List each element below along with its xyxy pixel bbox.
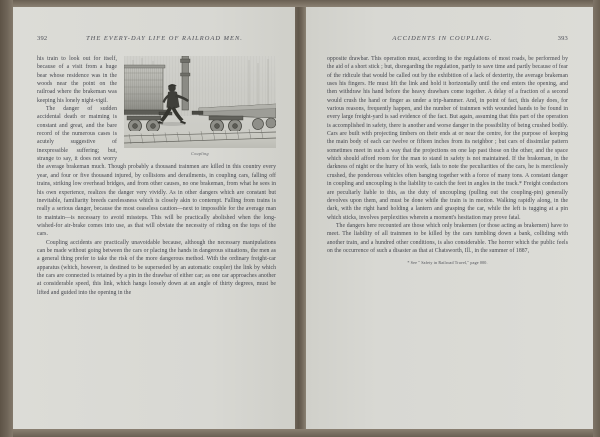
left-page (13, 7, 295, 430)
footnote: * See " Safety in Railroad Travel," page 000. (407, 260, 488, 266)
center-upright-post (181, 56, 191, 110)
scan-edge-right (593, 0, 600, 437)
left-page-head-title: THE EVERY-DAY LIFE OF RAILROAD MEN. (86, 35, 243, 42)
scan-edge-left (0, 0, 13, 437)
figure-caption: Coupling (191, 150, 209, 156)
scan-edge-bottom (0, 429, 600, 437)
paragraph: The dangers here recounted are those which only brakemen (or those acting as brakemen) have to meet. The liability of all trainmen to be killed by the cars tumbling down a bank, colliding with another train, and a hundred other conditions, is also considerable. The horror which the public feels on the occurrence of such a disaster as that at Chatsworth, Ill., in the summer of 1887, (327, 222, 568, 254)
left-page-running-head (37, 35, 276, 48)
right-page (306, 7, 593, 430)
right-page-folio: 393 (557, 35, 568, 42)
paragraph: his train to look out for itself, because of a visit from a huge bear whose residence was in the woods near the point on the railroad where the brakeman was keeping his lonely night-vigil. (37, 56, 117, 104)
paragraph: Coupling accidents are practically unavoidable because, although the necessary manipulations can be made without going between the cars or placing the hands in dangerous situations, the men as a general thing prefer to take the risk of the more dangerous method. With the ordinary freight-car apparatus (which, however, is destined to be superseded by an automatic coupler) the link by which the cars are connected is retained by a pin in the drawbar of either car; as one car approaches another at considerable speed, this link, which hangs loosely down at an angle of thirty degrees, must be lifted and guided into the opening in the (37, 239, 276, 296)
book-gutter (295, 7, 306, 430)
right-page-body (327, 55, 568, 255)
scan-edge-top (0, 0, 600, 7)
paragraph: The danger of sudden accidental death or maiming is constant and great, and the bare record of the numerous cases is acutely suggestive of inexpressible suffering; but, strange to say, it does not worry the average brakeman much. Though probably a thousand trainmen are killed in this country every year, and four or five thousand injured, by collisions and derailments, in coupling cars, falling off trains, striking low overhead bridges, and from other causes, no one brakeman, from what he sees in his own experience, realizes the danger very vividly. As in other dangers which are constant but inevitable, familiarity breeds carelessness which is closely akin to contempt. Falling from trains is really a serious danger, because the most ceaseless caution—next to impossible for the average man to maintain—is necessary to avoid missteps. This will be practically abolished when the long-wished-for air-brake comes into use, as that will obviate the necessity of riding on the tops of the cars. (37, 106, 276, 238)
left-page-body (37, 55, 276, 297)
paragraph: opposite drawbar. This operation must, according to the regulations of most roads, be performed by the aid of a short stick ; but, disregarding the regulation, partly to save time and partly because of fear of the ridicule that would be called out by the exhibition of a lack of dexterity, the average brakeman uses his fingers. He must lift the link and hold it horizontally until the end enters the opening, and then withdraw his hand before the heavy drawbars come together. A delay of a fraction of a second would crush the hand or finger as under a trip-hammer. And, in point of fact, this delay does, for various reasons, frequently happen, and the number of trainmen with wounded hands to be found in every large freight-yard is sad evidence of the fact. But again, assuming that this part of the operation is accomplished in safety, there is another and worse danger in the possibility of being crushed bodily. Cars are built with projecting timbers on their ends at or near the centre, for the purpose of keeping the main body of each car twelve or fifteen inches from its neighbor ; but cars of dissimilar pattern sometimes meet in such a way that the projections on one lap past those on the other, and the space which should afford room for the man to stand in safety is not maintained. If the brakeman, in the darkness of night or the hurry of his work, fails to note the peculiarities of the cars, he is mercilessly crushed, the ponderous vehicles often banging together with a force of many tons. A constant danger in coupling and uncoupling is the liability to catch the feet in angles in the track.* Freight conductors are peculiarly liable to this, as the duty of uncoupling (pulling out the coupling-pin) generally devolves upon them, and must be done while the train is in motion. Walking rapidly along, in the dark, with the right hand holding a lantern and grasping the car, while the left is tugging at a pin which sticks, involves perplexities wherein a moment's hesitation may prove fatal. (327, 56, 568, 221)
left-page-folio: 392 (37, 35, 48, 42)
right-page-running-head (327, 35, 568, 48)
right-page-head-title: ACCIDENTS IN COUPLING. (392, 35, 493, 42)
brakeman-coupling-railcars-engraving (124, 56, 276, 148)
coupling-illustration-figure (124, 56, 276, 160)
